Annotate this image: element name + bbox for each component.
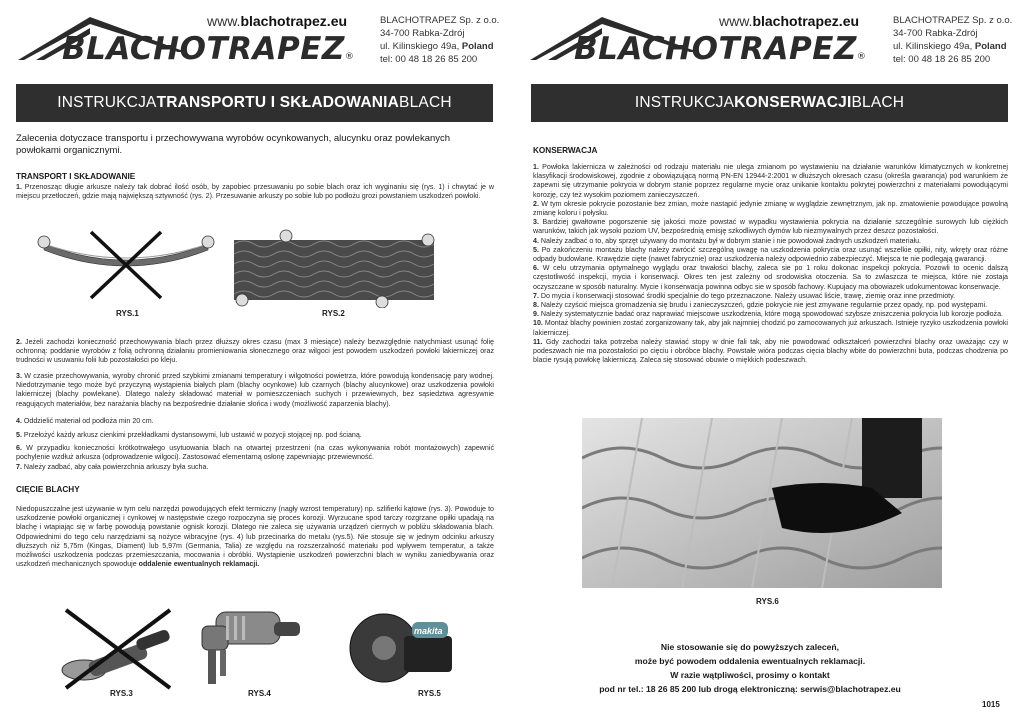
- registered-mark: ®: [856, 52, 867, 62]
- caption-rys6: RYS.6: [756, 597, 779, 606]
- paragraph-6: 6. W przypadku konieczności krótkotrwałego usytuowania blach na otwartej przestrzeni (na czas wykonywania robót montażowych) zapewnić pochylenie wzdłuż arkusza (odprowadzenie wilgoci). Zastosować elementarną osłonę zapewniając przewiewność.: [16, 444, 494, 462]
- list-item: 7. Do mycia i konserwacji stosować środki specjalnie do tego przeznaczone. Należy usuwać liście, trawę, ziemię oraz inne przedmioty.: [533, 291, 956, 300]
- svg-text:makita: makita: [414, 626, 443, 636]
- list-item: 10. Montaż blachy powinien zostać zorganizowany tak, aby jak najmniej chodzić po zamocowanych już arkuszach. Istnieje ryzyko uszkodzenia powłoki lakierniczej.: [533, 319, 1008, 337]
- company-address: BLACHOTRAPEZ Sp. z o.o. 34-700 Rabka-Zdrój ul. Kilinskiego 49a, Poland tel: 00 48 18 26 85 200: [380, 15, 500, 65]
- page-title: INSTRUKCJA TRANSPORTU I SKŁADOWANIA BLACH: [16, 84, 493, 122]
- contact-footer: Nie stosowanie się do powyższych zaleceń, może być powodem oddalenia ewentualnych reklamacji. W razie wątpliwości, prosimy o kontakt pod nr tel.: 18 26 85 200 lub drogą elektroniczną: serwis@blachotrapez.eu: [560, 640, 940, 696]
- list-item: 2. W tym okresie pokrycie pozostanie bez zmian, może nastąpić jedynie zmianę w wyglądzie zewnętrznym, jak np. zmatowienie powodujące powolną zmianę koloru i połysku.: [533, 199, 1008, 218]
- caption-rys3: RYS.3: [110, 689, 133, 698]
- paragraph-1: 1. Przenosząc długie arkusze należy tak dobrać ilość osób, by zapobiec przesuwaniu po sobie blach oraz ich wyginaniu się (rys. 1) i chwytać je w miejscu przetłoczeń, gdzie mają największą sztywność (rys. 2). Przesuwanie arkuszy po sobie lub po podłożu grozi powstaniem uszkodzeń powłoki.: [16, 183, 494, 201]
- figure-rys4-nibbler: [194, 606, 304, 688]
- registered-mark: ®: [344, 52, 355, 62]
- section-heading-transport: TRANSPORT I SKŁADOWANIE: [16, 172, 136, 181]
- figure-rys6-roof-photo: [582, 418, 942, 588]
- intro-text: Zalecenia dotyczace transportu i przechowywana wyrobów ocynkowanych, alucynku oraz powlekanych powłokami organicznymi.: [16, 133, 451, 156]
- list-item: 3. Bardziej gwałtowne pogorszenie się jakości może powstać w wypadku wystawienia pokrycia na działanie szczególnie surowych lub ciężkich warunków, takich jak wysoki poziom UV, bezpośrednią emisję szkodliwych dymów lub niezmywalnych przez deszcz pozostałości.: [533, 218, 1008, 236]
- list-item: 6. W celu utrzymania optymalnego wyglądu oraz trwałości blachy, zaleca sie po 1 roku dokonac inspekcji pokrycia. Pozowli to ocenic dalszą częstotliwość inspekcji, mycia i konserwacji. Okres ten jest zależny od srodowiska otoczenia. Sa to zwlaszcza te miejsca, które nie zostaja oczyszczane w sposób naturalny. Mycie i konserwacja powinna odbyc sie w sposób fachowy. Kupujacy ma obowiazek udokumentowac konserwacje.: [533, 264, 1008, 291]
- paragraph-cutting: Niedopuszczalne jest używanie w tym celu narzędzi powodujących efekt termiczny (nagły wzrost temperatury) np. szlifierki kątowe (rys. 3). Powoduje to uszkodzenie powłoki organicznej i cynkowej w następstwie czego rozpoczyna się proces korozji. Wyrzucane spod tarczy rozgrzane opiłki upadają na blachę i wtapiając się w farbę powodują powstanie ognisk korozji. Dlatego nie zaleca się używania urządzeń ciernych w pobliżu składowania blach. Odpowiednimi do tego celu narzędziami są nożyce wibracyjne (rys. 4) lub przecinarka do metalu (rys.5). Nie stosuje się w jednym odcinku arkuszy dłuższych niż 5,75m (Kingas, Diament) lub 5,97m (Germania, Talia) ze względu na rozszerzalność materiału pod wpływem temperatur, a także możliwości uszkodzenia podczas przemieszczania, mocowania i obróbki. Wystąpienie uszkodzeń powierzchni blach w wyniku zaniedbywania oraz uszkodzeń mechanicznych spowoduje oddalenie ewentualnych reklamacji.: [16, 505, 494, 569]
- section-heading-maintenance: KONSERWACJA: [533, 146, 598, 155]
- section-heading-cutting: CIĘCIE BLACHY: [16, 485, 80, 494]
- page-number: 1015: [982, 700, 1000, 709]
- company-address: BLACHOTRAPEZ Sp. z o.o. 34-700 Rabka-Zdrój ul. Kilinskiego 49a, Poland tel: 00 48 18 26 85 200: [893, 15, 1013, 65]
- list-item: 1. Powłoka lakiernicza w zależności od rodzaju materiału nie ulega zmianom po wystawieniu na działanie warunków klimatycznych w konkretnej klasyfikacji środowiskowej, zgodnie z obowiązującą normą PN-EN 12944-2:2001 w dłuższych okresach czasu (określa gwarancja) pod warunkiem że zapewni się utrzymanie pokrycia w dobrym stanie poprzez regularne mycie oraz unikanie kontaktu pokrytej powierzchni z materiałami powodującymi korozję, czy też wysokim poziomem zanieczyszczeń.: [533, 163, 1008, 199]
- list-item: 4. Należy zadbać o to, aby sprzęt używany do montażu był w dobrym stanie i nie powodował żadnych uszkodzeń materiału.: [533, 236, 922, 245]
- list-item: 11. Gdy zachodzi taka potrzeba należy stawiać stopy w dnie fali tak, aby nie powodować odkształceń powierzchni blachy oraz uważając czy w podeszwach nie ma pozostałości po cięciu i obróbce blachy. Powstałe wióra podczas cięcia blachy wbite do powierzchni buta, podczas chodzenia po blacie rysują powłokę lakierniczą. Zaleca się stosować obuwie o miękkich podeszwach.: [533, 337, 1008, 365]
- paragraph-7: 7. Należy zadbać, aby cała powierzchnia arkuszy była sucha.: [16, 463, 209, 471]
- caption-rys2: RYS.2: [322, 309, 345, 318]
- caption-rys5: RYS.5: [418, 689, 441, 698]
- contact-line: pod nr tel.: 18 26 85 200 lub drogą elektroniczną: serwis@blachotrapez.eu: [599, 684, 901, 694]
- caption-rys4: RYS.4: [248, 689, 271, 698]
- figure-rys5-metal-saw: [326, 600, 466, 690]
- page-title: INSTRUKCJA KONSERWACJI BLACH: [531, 84, 1008, 122]
- list-item: 5. Po zakończeniu montażu blachy należy zwrócić szczególną uwagę na uszkodzenia pokrycia oraz usunąć wszelkie opiłki, nity, wkręty oraz różne odpady budowlane. Krawędzie cięte (nawet fabrycznie) oraz uszkodzenia należy odpowiednio zabezpieczyć. Miejsca te nie podlegają gwarancji.: [533, 245, 1008, 264]
- logo-text: BLACHOTRAPEZ: [62, 31, 345, 67]
- paragraph-4: 4. Oddzielić materiał od podłoża min 20 cm.: [16, 417, 154, 425]
- list-item: 9. Należy systematycznie badać oraz naprawiać miejscowe uszkodzenia, które mogą spowodować szybsze zniszczenia pokrycia lub korozje podłoża.: [533, 310, 1003, 319]
- website-url[interactable]: www.blachotrapez.eu: [719, 13, 860, 29]
- list-item: 8. Należy czyścić miejsca gromadzenia się brudu i zanieczyszczeń, gdzie pokrycie nie jest zmywane regularnie przez opady, np. pod występami.: [533, 301, 988, 310]
- logo-text: BLACHOTRAPEZ: [574, 31, 857, 67]
- paragraph-3: 3. W czasie przechowywania, wyroby chronić przed szybkimi zmianami temperatury i wilgotności powietrza, które powodują kondensację pary wodnej. Niedotrzymanie tego może być przyczyną wystąpienia białych plam (blachy ocynkowe) lub czarnych (blachy alucynkowe) oraz uszkodzenia powłoki lakierniczej (blachy powlekane). Dlatego należy składować materiał w pomieszczeniach suchych i przewiewnych, bez sąsiedztwa agresywnie reagujących materiałów, bez narażania blachy na bezpośrednie działanie słońca i wody (możliwość zaparzenia blachy).: [16, 372, 494, 408]
- caption-rys1: RYS.1: [116, 309, 139, 318]
- figure-rys1: [36, 226, 216, 306]
- paragraph-5: 5. Przełożyć każdy arkusz cienkimi przekładkami dystansowymi, lub ustawić w pozycji stojącej np. pod ścianą.: [16, 431, 362, 439]
- figure-rys2: [232, 228, 442, 308]
- figure-rys3-angle-grinder: [58, 604, 178, 694]
- website-url[interactable]: www.blachotrapez.eu: [207, 13, 348, 29]
- maintenance-list: [533, 163, 1008, 365]
- paragraph-2: 2. Jeżeli zachodzi konieczność przechowywania blach przez dłuższy okres czasu (max 3 miesiące) należy bezwzględnie natychmiast usunąć folię ochronną: poddanie wyrobów z folią ochronną działaniu promieniowania słonecznego oraz wilgoci jest powodem uszkodzeń powłoki lakierniczej oraz trudności w usuwaniu folii lub pozostałości po kleju.: [16, 338, 494, 365]
